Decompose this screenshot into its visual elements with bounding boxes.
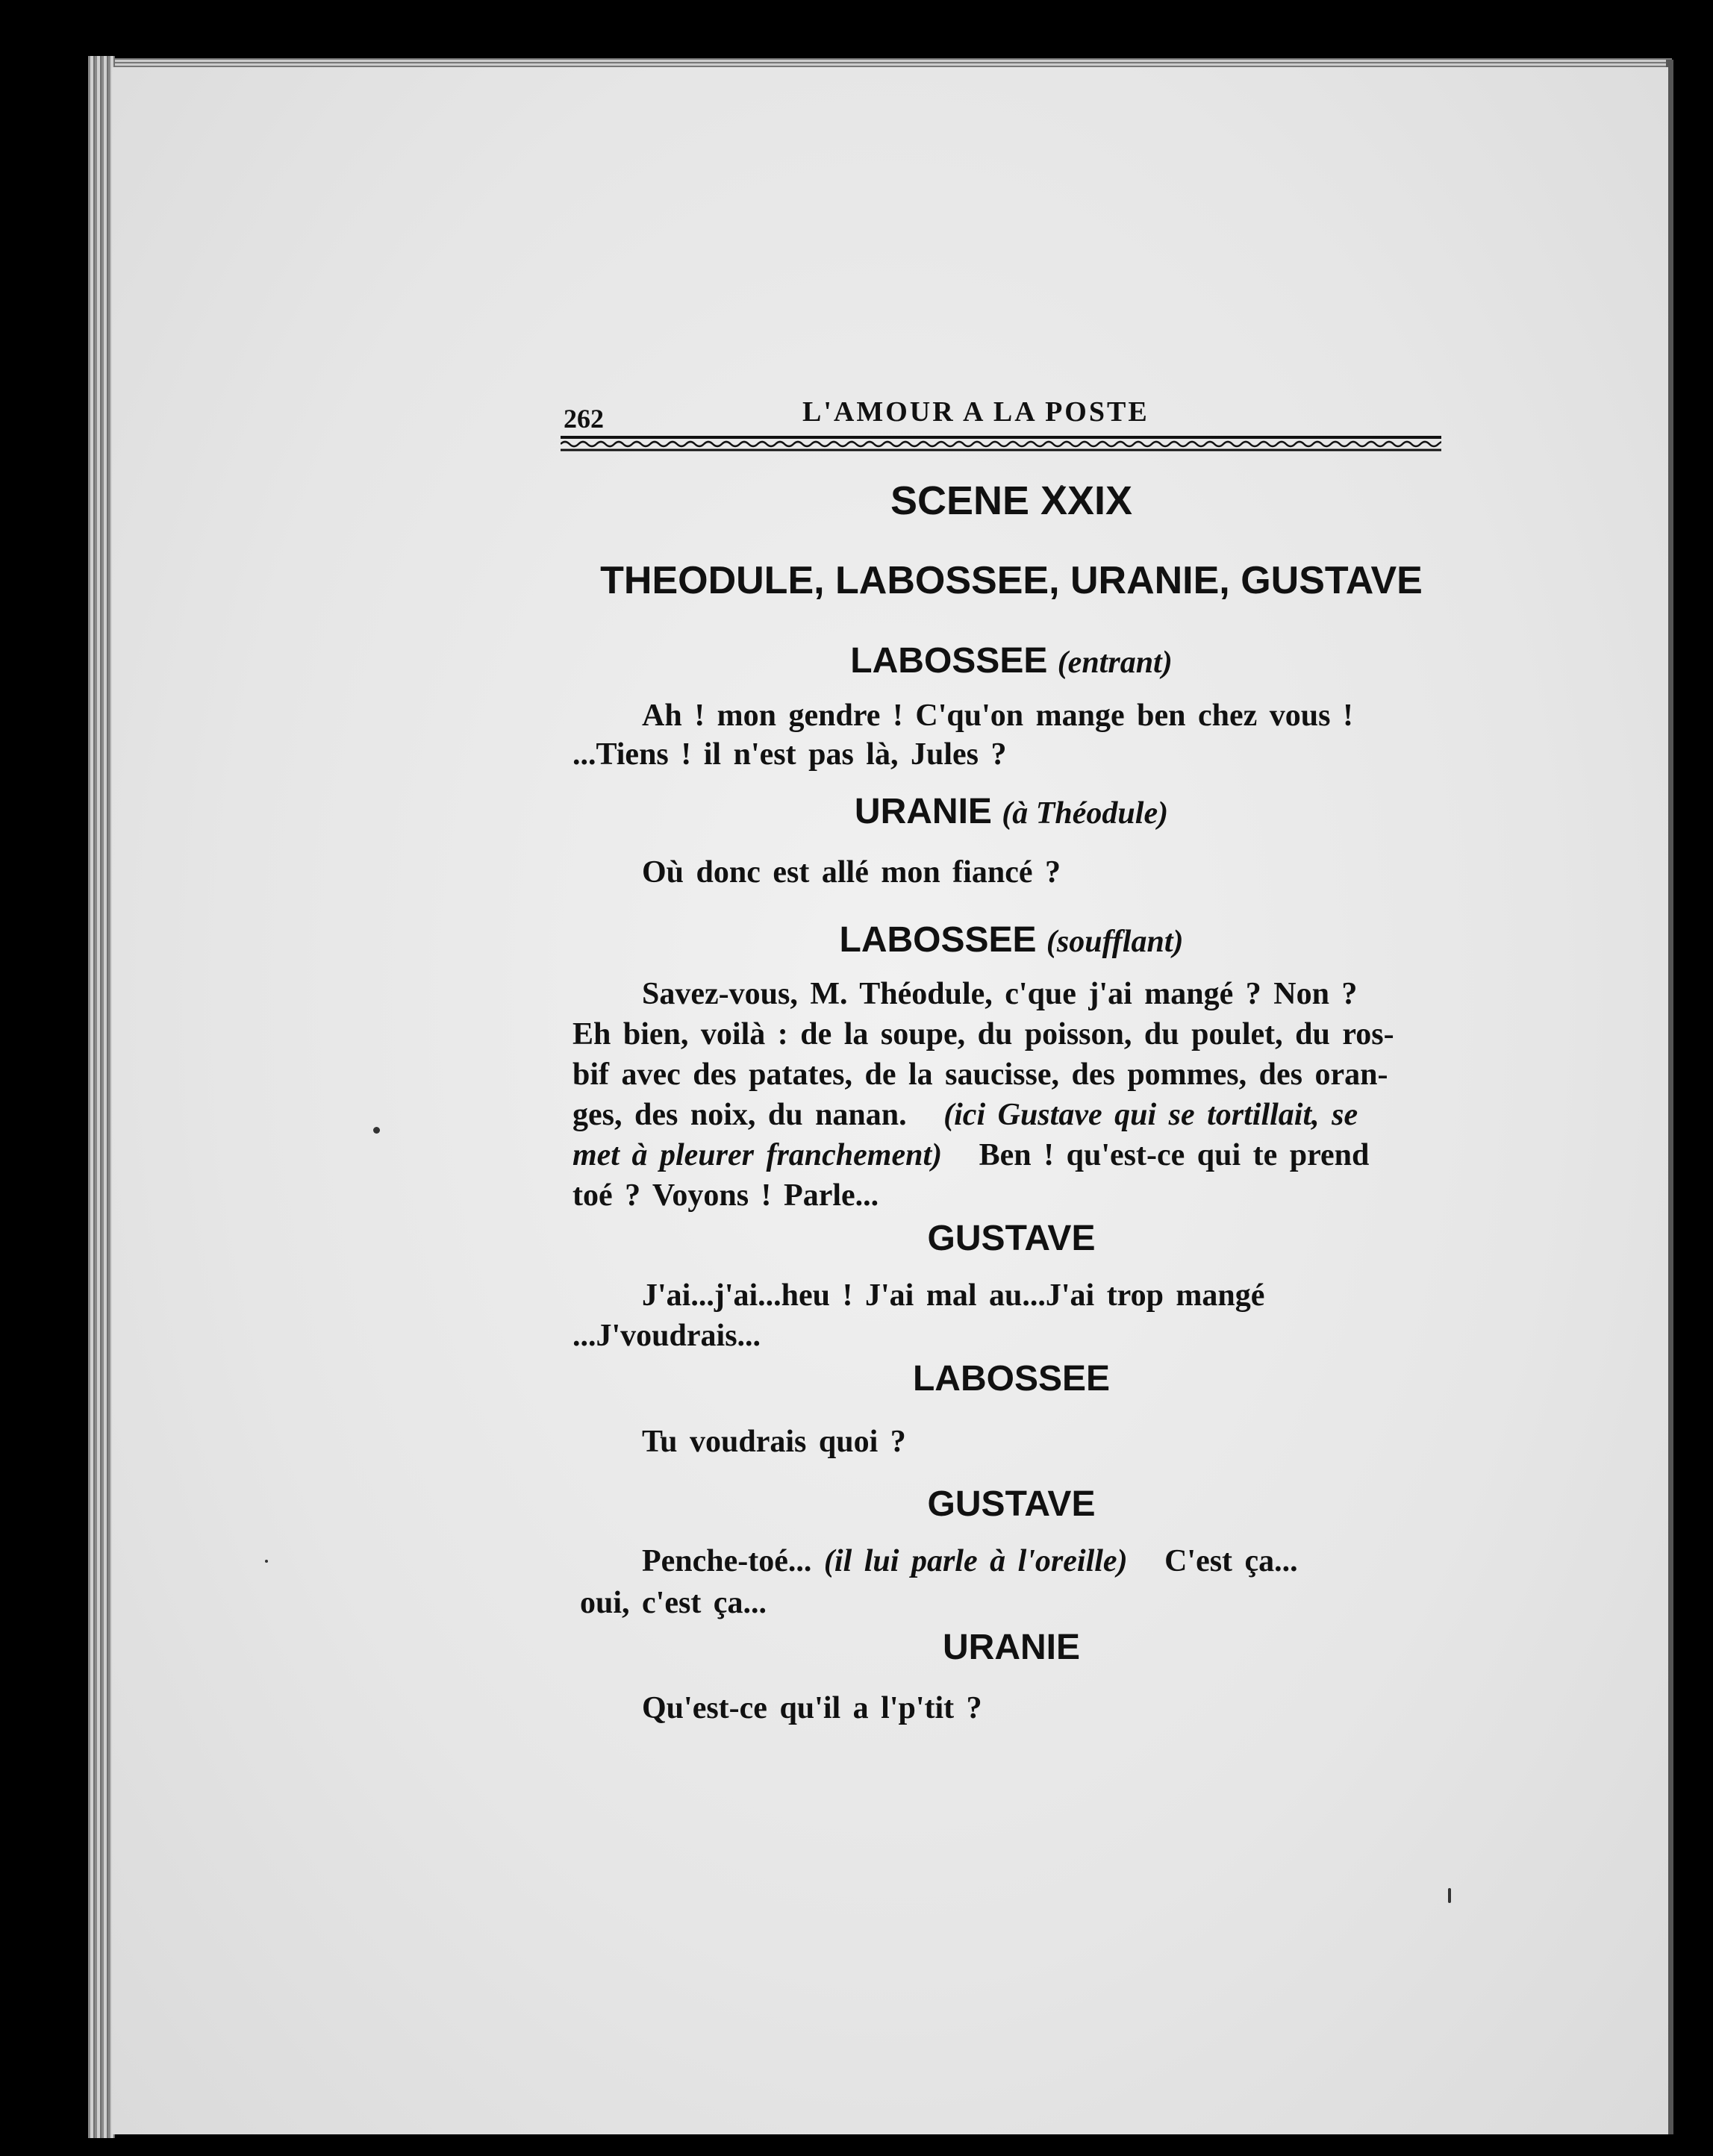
stage-direction: (ici Gustave qui se tortillait, se — [943, 1098, 1358, 1132]
dialogue-line: Tu voudrais quoi ? — [642, 1425, 906, 1459]
dialogue-line-mixed — [642, 1543, 1523, 1579]
speaker-heading — [564, 1358, 1459, 1399]
dialogue-text: Ben ! qu'est-ce qui te prend — [979, 1138, 1370, 1172]
dialogue-text: C'est ça... — [1164, 1544, 1298, 1578]
dialogue-line: ...J'voudrais... — [572, 1319, 761, 1353]
stage-direction: (soufflant) — [1046, 925, 1184, 959]
dialogue-line: Savez-vous, M. Théodule, c'que j'ai mangé ? Non ? — [642, 977, 1358, 1011]
dialogue-line: J'ai...j'ai...heu ! J'ai mal au...J'ai trop mangé — [642, 1278, 1265, 1313]
speaker-name: URANIE — [854, 792, 992, 831]
stage-direction: (entrant) — [1057, 646, 1173, 680]
speaker-name: LABOSSEE — [912, 1359, 1111, 1399]
ornamental-rule — [561, 434, 1441, 452]
stage-direction: met à pleurer franchement) — [572, 1138, 943, 1172]
speaker-name: LABOSSEE — [839, 920, 1037, 960]
speaker-name: LABOSSEE — [850, 641, 1048, 681]
dialogue-line: oui, c'est ça... — [580, 1586, 767, 1620]
speaker-heading — [564, 919, 1459, 960]
running-title: L'AMOUR A LA POSTE — [802, 396, 1149, 428]
dialogue-text: ges, des noix, du nanan. — [572, 1098, 907, 1132]
dialogue-line: toé ? Voyons ! Parle... — [572, 1178, 879, 1213]
page-number: 262 — [564, 404, 604, 434]
dialogue-line-mixed — [572, 1137, 1453, 1173]
page-stack-edges — [88, 56, 115, 2138]
running-head — [564, 388, 1459, 433]
speck — [265, 1560, 268, 1563]
speaker-heading — [564, 640, 1459, 681]
scene-characters: THEODULE, LABOSSEE, URANIE, GUSTAVE — [600, 559, 1423, 602]
speaker-heading — [564, 791, 1459, 832]
dialogue-line: Où donc est allé mon fiancé ? — [642, 855, 1061, 890]
dialogue-line: Qu'est-ce qu'il a l'p'tit ? — [642, 1691, 982, 1725]
speaker-heading — [564, 1484, 1459, 1525]
dialogue-line: Eh bien, voilà : de la soupe, du poisson, du poulet, du ros- — [572, 1017, 1394, 1052]
speaker-heading — [564, 1627, 1459, 1668]
dialogue-line: ...Tiens ! il n'est pas là, Jules ? — [572, 737, 1007, 772]
speaker-name: GUSTAVE — [927, 1484, 1096, 1524]
stage-direction: (il lui parle à l'oreille) — [823, 1544, 1128, 1578]
stage-direction: (à Théodule) — [1002, 796, 1169, 831]
speaker-name: URANIE — [942, 1628, 1080, 1667]
speaker-heading — [564, 1218, 1459, 1259]
scene-title: SCENE XXIX — [890, 478, 1133, 523]
speck — [373, 1127, 380, 1134]
dialogue-line: bif avec des patates, de la saucisse, des pommes, des oran- — [572, 1057, 1388, 1092]
dialogue-line-mixed — [572, 1097, 1453, 1133]
dialogue-line: Ah ! mon gendre ! C'qu'on mange ben chez vous ! — [642, 699, 1353, 733]
speck — [1448, 1888, 1451, 1903]
dialogue-text: Penche-toé... — [642, 1544, 812, 1578]
speaker-name: GUSTAVE — [927, 1219, 1096, 1258]
